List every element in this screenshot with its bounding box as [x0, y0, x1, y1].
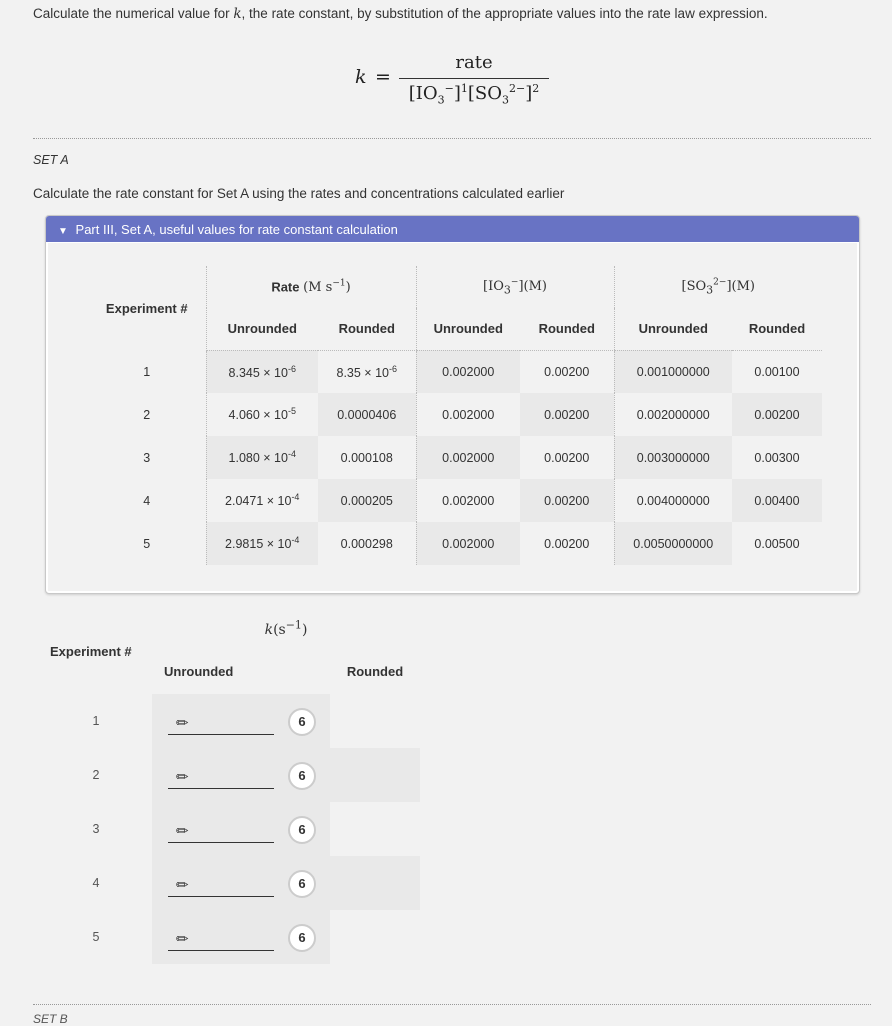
- experiment-header-k: Experiment #: [50, 643, 132, 659]
- set-b-label: SET B: [33, 1012, 68, 1026]
- so3-unrounded: 0.004000000: [614, 479, 732, 522]
- rate-unrounded: $1.080 \times 10^{-4}$: [206, 436, 318, 479]
- input-underline: [168, 734, 274, 735]
- experiment-number: 3: [143, 450, 151, 465]
- section-divider: [33, 138, 871, 139]
- so3-rounded-header: Rounded: [732, 308, 822, 350]
- so3-unrounded: 0.001000000: [614, 350, 732, 393]
- so3-unrounded: 0.003000000: [614, 436, 732, 479]
- triangle-down-icon: ▼: [58, 226, 68, 237]
- rate-unrounded: $2.9815 \times 10^{-4}$: [206, 522, 318, 565]
- rate-rounded-header: Rounded: [318, 308, 416, 350]
- experiment-number: 1: [143, 364, 151, 379]
- so3-rounded: 0.00300: [754, 450, 800, 465]
- rate-unrounded: $2.0471 \times 10^{-4}$: [206, 479, 318, 522]
- k-rounded-cell: [330, 910, 420, 964]
- panel-body: [48, 243, 857, 591]
- pencil-icon[interactable]: ✏︎: [176, 823, 189, 840]
- table-row: [40, 694, 420, 748]
- k-unrounded-header: Unrounded: [164, 663, 234, 679]
- io3-rounded: 0.00200: [544, 364, 590, 379]
- table-row: [88, 522, 822, 565]
- so3-unrounded: 0.002000000: [614, 393, 732, 436]
- table-row: [88, 350, 822, 393]
- sig-fig-badge: 6: [288, 708, 316, 736]
- sig-fig-badge: 6: [288, 870, 316, 898]
- useful-values-panel: [45, 215, 860, 594]
- k-unrounded-input[interactable]: [152, 910, 330, 964]
- panel-title: Part III, Set A, useful values for rate constant calculation: [75, 222, 398, 237]
- so3-rounded: 0.00200: [732, 393, 822, 436]
- k-symbol: k: [233, 6, 242, 22]
- experiment-number: 4: [143, 493, 151, 508]
- rate-rounded: 0.0000406: [318, 393, 416, 436]
- io3-unrounded: 0.002000: [416, 436, 520, 479]
- k-rounded-cell: [330, 694, 420, 748]
- intro-text: Calculate the numerical value for k, the rate constant, by substitution of the appropriate values into the rate law expression.: [33, 6, 768, 22]
- io3-unrounded: 0.002000: [416, 479, 520, 522]
- k-rounded-header: Rounded: [346, 663, 404, 679]
- pencil-icon[interactable]: ✏︎: [176, 877, 189, 894]
- so3-header: $[SO_3^{2-}](M)$: [614, 266, 822, 308]
- rate-unrounded: $4.060 \times 10^{-5}$: [206, 393, 318, 436]
- rate-header: Rate (M $s^{-1}$): [206, 266, 416, 308]
- table-row: [40, 802, 420, 856]
- set-a-instructions: Calculate the rate constant for Set A using the rates and concentrations calculated earlier: [33, 186, 565, 201]
- k-rounded-cell: [330, 802, 420, 856]
- k-unrounded-input[interactable]: [152, 802, 330, 856]
- useful-values-table: [88, 266, 822, 565]
- so3-rounded: 0.00500: [754, 536, 800, 551]
- table-row: [40, 910, 420, 964]
- rate-rounded: 0.000108: [340, 450, 393, 465]
- so3-rounded: 0.00100: [754, 364, 800, 379]
- experiment-number: 3: [92, 822, 100, 836]
- formula-fraction: [399, 52, 549, 107]
- rate-rounded: $8.35 \times 10^{-6}$: [336, 363, 397, 380]
- rate-rounded: 0.000298: [340, 536, 393, 551]
- experiment-number: 2: [92, 768, 100, 782]
- formula-numerator: rate: [455, 52, 493, 73]
- io3-unrounded: 0.002000: [416, 522, 520, 565]
- sig-fig-badge: 6: [288, 816, 316, 844]
- input-underline: [168, 896, 274, 897]
- pencil-icon[interactable]: ✏︎: [176, 715, 189, 732]
- rate-constant-table: [40, 608, 420, 964]
- formula-denominator: $[IO_3^-]^1[SO_3^{2-}]^2$: [408, 82, 540, 107]
- io3-rounded: 0.00200: [544, 450, 590, 465]
- experiment-number: 5: [92, 930, 100, 944]
- pencil-icon[interactable]: ✏︎: [176, 931, 189, 948]
- io3-unrounded: 0.002000: [416, 393, 520, 436]
- so3-rounded: 0.00400: [732, 479, 822, 522]
- io3-rounded: 0.00200: [544, 536, 590, 551]
- experiment-number: 5: [143, 536, 151, 551]
- input-underline: [168, 950, 274, 951]
- panel-toggle-header[interactable]: [46, 216, 859, 242]
- sig-fig-badge: 6: [288, 924, 316, 952]
- input-underline: [168, 788, 274, 789]
- k-unrounded-input[interactable]: [152, 748, 330, 802]
- io3-rounded-header: Rounded: [520, 308, 614, 350]
- io3-unrounded-header: Unrounded: [416, 308, 520, 350]
- so3-unrounded: 0.0050000000: [614, 522, 732, 565]
- io3-rounded: 0.00200: [520, 393, 614, 436]
- table-row: [40, 856, 420, 910]
- io3-unrounded: 0.002000: [416, 350, 520, 393]
- fraction-bar: [399, 78, 549, 79]
- table-row: [40, 748, 420, 802]
- k-unrounded-input[interactable]: [152, 856, 330, 910]
- sig-fig-badge: 6: [288, 762, 316, 790]
- table-row: [88, 479, 822, 522]
- so3-unrounded-header: Unrounded: [614, 308, 732, 350]
- section-divider-b: [33, 1004, 871, 1005]
- rate-rounded: 0.000205: [318, 479, 416, 522]
- io3-rounded: 0.00200: [520, 479, 614, 522]
- input-underline: [168, 842, 274, 843]
- experiment-number: 2: [143, 407, 151, 422]
- experiment-number: 1: [92, 714, 100, 728]
- k-header: $k(s^{-1})$: [264, 618, 308, 638]
- k-unrounded-input[interactable]: [152, 694, 330, 748]
- io3-header: $[IO_3^-](M)$: [416, 266, 614, 308]
- pencil-icon[interactable]: ✏︎: [176, 769, 189, 786]
- experiment-number: 4: [92, 876, 100, 890]
- k-rounded-cell: [330, 856, 420, 910]
- rate-unrounded: $8.345 \times 10^{-6}$: [206, 350, 318, 393]
- rate-unrounded-header: Unrounded: [206, 308, 318, 350]
- set-a-label: SET A: [33, 153, 69, 167]
- table-row: [88, 393, 822, 436]
- table-row: [88, 436, 822, 479]
- k-rounded-cell: [330, 748, 420, 802]
- experiment-header: Experiment #: [105, 300, 188, 316]
